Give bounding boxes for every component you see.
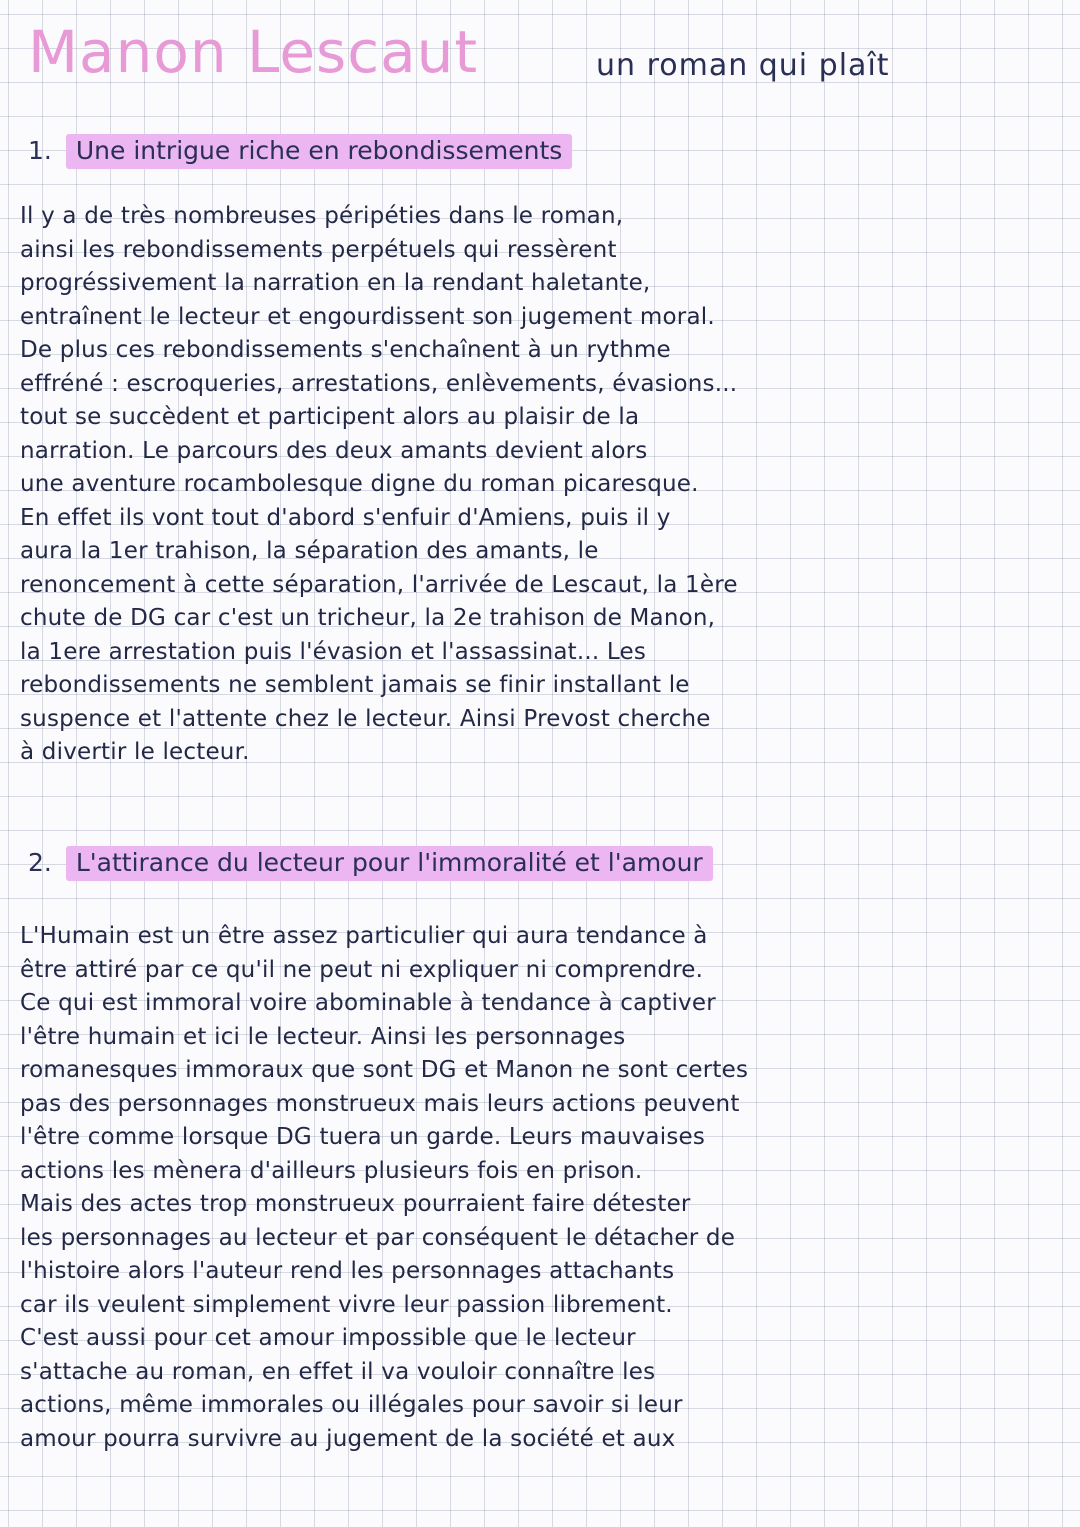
section-2-paragraph bbox=[20, 920, 1060, 1456]
paragraph-line: les personnages au lecteur et par conséquent le détacher de bbox=[20, 1224, 736, 1251]
paragraph-line: à divertir le lecteur. bbox=[20, 739, 250, 765]
paragraph-line: s'attache au roman, en effet il va vouloir connaître les bbox=[20, 1358, 656, 1385]
paragraph-line: actions, même immorales ou illégales pour savoir si leur bbox=[20, 1392, 683, 1418]
paragraph-line: De plus ces rebondissements s'enchaînent à un rythme bbox=[20, 337, 671, 363]
paragraph-line: renoncement à cette séparation, l'arrivée de Lescaut, la 1ère bbox=[20, 571, 738, 598]
paragraph-line: Il y a de très nombreuses péripéties dans le roman, bbox=[20, 203, 624, 229]
paragraph-line: actions les mènera d'ailleurs plusieurs fois en prison. bbox=[20, 1157, 643, 1184]
paragraph-line: l'être comme lorsque DG tuera un garde. Leurs mauvaises bbox=[20, 1124, 706, 1150]
paragraph-line: une aventure rocambolesque digne du roman picaresque. bbox=[20, 471, 699, 497]
paragraph-line: suspence et l'attente chez le lecteur. Ainsi Prevost cherche bbox=[20, 705, 711, 732]
section-1-paragraph bbox=[20, 200, 1060, 770]
paragraph-line: aura la 1er trahison, la séparation des amants, le bbox=[20, 538, 599, 564]
paragraph-line: car ils veulent simplement vivre leur passion librement. bbox=[20, 1291, 673, 1318]
paragraph-line: L'Humain est un être assez particulier qui aura tendance à bbox=[20, 923, 708, 949]
paragraph-line: progréssivement la narration en la rendant haletante, bbox=[20, 270, 651, 296]
paragraph-line: être attiré par ce qu'il ne peut ni expliquer ni comprendre. bbox=[20, 956, 704, 983]
paragraph-line: narration. Le parcours des deux amants devient alors bbox=[20, 437, 648, 464]
page-subtitle: un roman qui plaît bbox=[596, 48, 890, 83]
title-row bbox=[28, 18, 1048, 98]
paragraph-line: En effet ils vont tout d'abord s'enfuir d'Amiens, puis il y bbox=[20, 504, 671, 531]
paragraph-line: C'est aussi pour cet amour impossible que le lecteur bbox=[20, 1325, 636, 1351]
paragraph-line: tout se succèdent et participent alors au plaisir de la bbox=[20, 404, 640, 430]
paragraph-line: Ce qui est immoral voire abominable à tendance à captiver bbox=[20, 990, 716, 1016]
section-1-heading bbox=[28, 136, 572, 165]
section-2-heading bbox=[28, 848, 713, 877]
page-title: Manon Lescaut bbox=[28, 18, 479, 86]
paragraph-line: l'être humain et ici le lecteur. Ainsi les personnages bbox=[20, 1023, 626, 1050]
paragraph-line: l'histoire alors l'auteur rend les personnages attachants bbox=[20, 1258, 675, 1284]
paragraph-line: ainsi les rebondissements perpétuels qui ressèrent bbox=[20, 236, 617, 263]
paragraph-line: amour pourra survivre au jugement de la société et aux bbox=[20, 1425, 676, 1452]
section-1-number: 1. bbox=[28, 136, 52, 165]
paragraph-line: la 1ere arrestation puis l'évasion et l'assassinat... Les bbox=[20, 638, 647, 665]
paragraph-line: chute de DG car c'est un tricheur, la 2e trahison de Manon, bbox=[20, 605, 716, 631]
paragraph-line: effréné : escroqueries, arrestations, enlèvements, évasions... bbox=[20, 370, 738, 397]
paragraph-line: romanesques immoraux que sont DG et Manon ne sont certes bbox=[20, 1057, 749, 1083]
section-2-number: 2. bbox=[28, 848, 52, 877]
paragraph-line: rebondissements ne semblent jamais se finir installant le bbox=[20, 672, 690, 698]
paragraph-line: Mais des actes trop monstrueux pourraient faire détester bbox=[20, 1191, 691, 1217]
section-2-title: L'attirance du lecteur pour l'immoralité et l'amour bbox=[66, 846, 713, 881]
paragraph-line: entraînent le lecteur et engourdissent son jugement moral. bbox=[20, 303, 715, 330]
paragraph-line: pas des personnages monstrueux mais leurs actions peuvent bbox=[20, 1090, 740, 1117]
section-1-title: Une intrigue riche en rebondissements bbox=[66, 134, 572, 169]
